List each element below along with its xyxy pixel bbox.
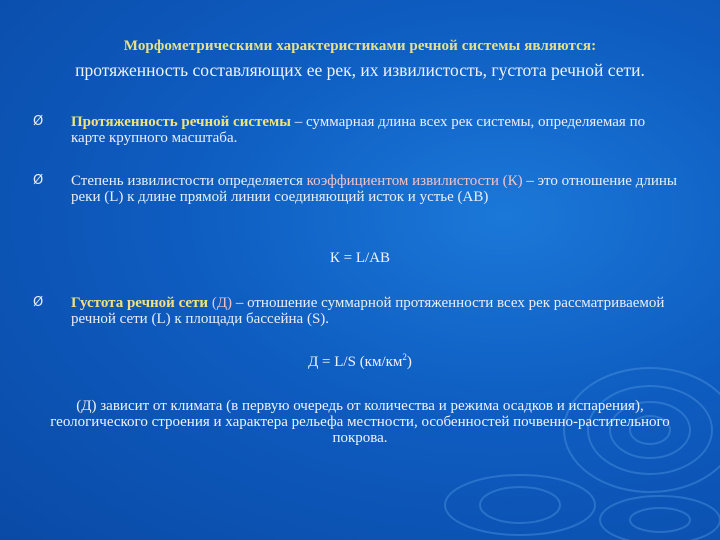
term-river-length: Протяженность речной системы bbox=[71, 114, 291, 130]
slide-subheading: протяженность составляющих ее рек, их извилистость, густота речной сети. bbox=[75, 60, 645, 80]
term-network-density: Густота речной сети bbox=[71, 295, 209, 311]
formula-density-main: Д = L/S (км/км bbox=[308, 354, 403, 370]
slide-heading: Морфометрическими характеристиками речной системы являются: bbox=[123, 38, 597, 54]
bullet-sinuosity bbox=[33, 173, 683, 205]
definition-density: – отношение суммарной протяженности всех рек рассматриваемой речной сети (L) к площади бассейна (S). bbox=[71, 295, 665, 327]
term-sinuosity-coefficient: коэффициентом извилистости (К) bbox=[306, 173, 523, 189]
bullet-network-density bbox=[33, 295, 683, 327]
bullet-text bbox=[71, 114, 683, 146]
bullet-arrow-icon: Ø bbox=[33, 173, 44, 188]
bullet-text bbox=[71, 295, 683, 327]
density-note: (Д) зависит от климата (в первую очередь от количества и режима осадков и испарения), геологического строения и характера рельефа местности, особенностей почвенно-растительного покрова. bbox=[50, 398, 670, 446]
bullet-river-length bbox=[33, 114, 683, 146]
formula-density-exponent: 2 bbox=[402, 352, 407, 362]
bullet-arrow-icon: Ø bbox=[33, 114, 44, 129]
definition-river-length: – суммарная длина всех рек системы, определяемая по карте крупного масштаба. bbox=[71, 114, 646, 146]
formula-density-end: ) bbox=[406, 354, 412, 370]
definition-sinuosity: – это отношение длины реки (L) к длине прямой линии соединяющий исток и устье (АВ) bbox=[71, 173, 677, 205]
formula-density bbox=[0, 354, 720, 371]
term-density-symbol: (Д) bbox=[208, 295, 233, 311]
bullet-text bbox=[71, 173, 683, 205]
formula-sinuosity: К = L/AB bbox=[329, 250, 391, 266]
bullet-arrow-icon: Ø bbox=[33, 295, 44, 310]
sinuosity-prefix: Степень извилистости определяется bbox=[71, 173, 307, 189]
